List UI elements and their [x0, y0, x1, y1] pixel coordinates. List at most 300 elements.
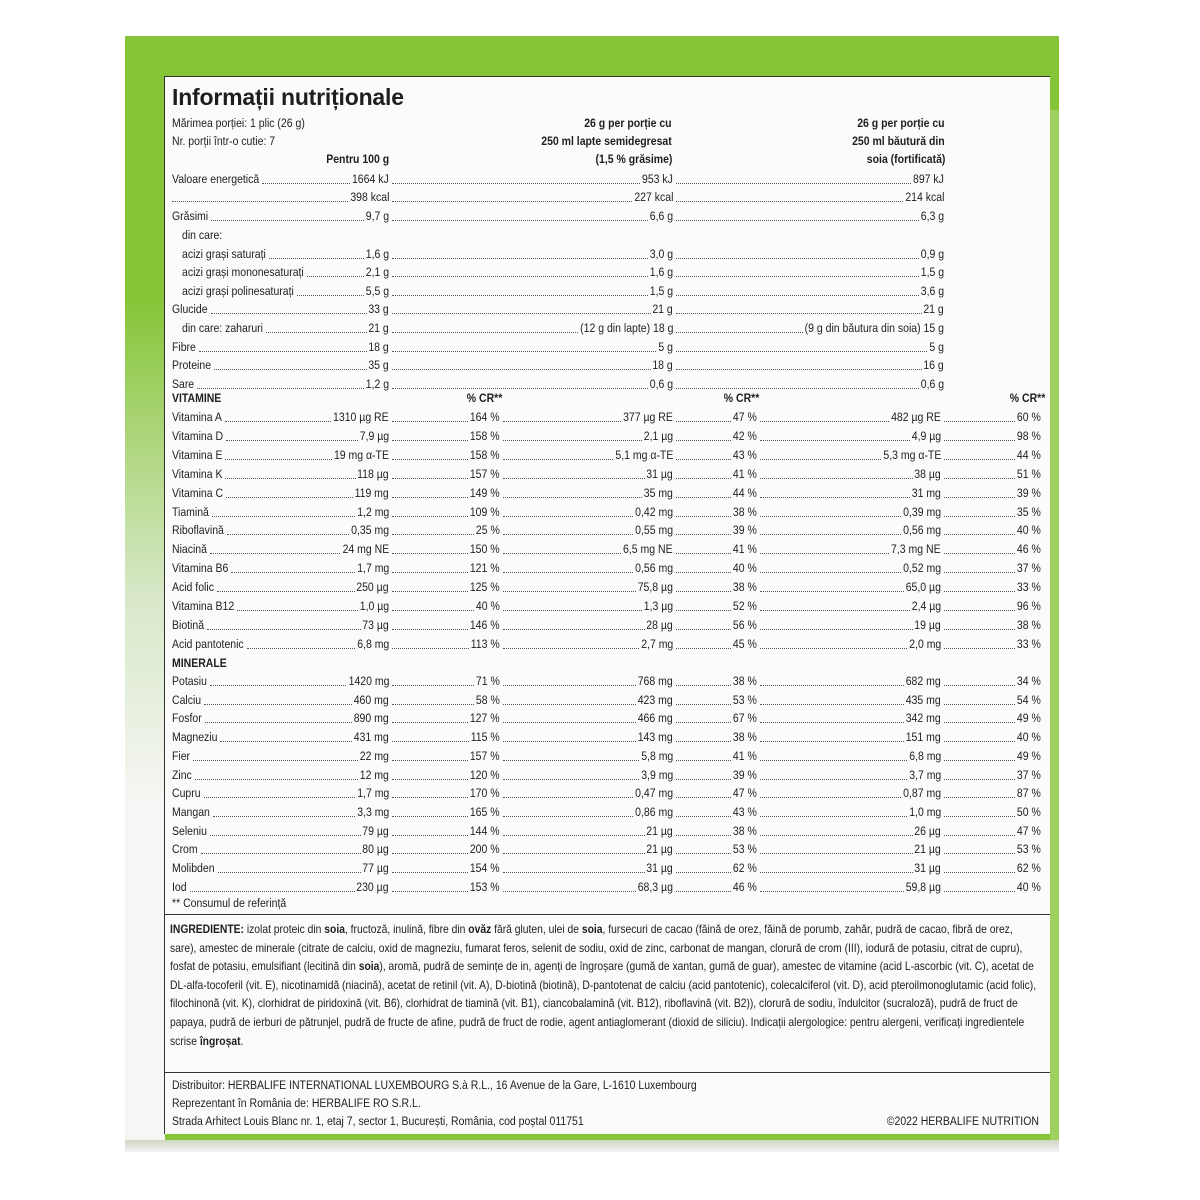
row-label: Vitamina K [172, 466, 223, 481]
leader-dots [676, 741, 731, 742]
col1-header: Pentru 100 g [326, 152, 389, 166]
vitamins-heading: VITAMINE [172, 391, 222, 405]
allergen: îngroșat [199, 1033, 241, 1048]
leader-dots [676, 369, 922, 370]
package-right-edge [1050, 110, 1059, 1140]
leader-dots [760, 797, 901, 798]
row-label: Fibre [172, 340, 196, 354]
value-per-100g: 1420 mg [348, 674, 389, 688]
cr-per-100g: 127 % [470, 711, 500, 726]
leader-dots [204, 797, 355, 798]
leader-dots [944, 610, 1015, 611]
allergen: soia [324, 922, 345, 936]
cr-per-100g: 40 % [476, 599, 500, 613]
row-label: acizi grași saturați [182, 247, 266, 261]
leader-dots [503, 685, 636, 686]
cr-soy: 33 % [1017, 636, 1041, 651]
value-soy: 7,3 mg NE [891, 542, 941, 557]
leader-dots [944, 704, 1015, 705]
value-per-100g: 118 µg [357, 466, 389, 481]
leader-dots [676, 276, 919, 277]
value-per-100g: 1664 kJ [352, 172, 389, 186]
leader-dots [392, 295, 648, 296]
value-milk: 0,56 mg [635, 561, 673, 576]
row-label: Crom [172, 842, 198, 857]
value-soy: 31 µg [914, 861, 941, 875]
leader-dots [944, 835, 1015, 836]
row-label: Magneziu [172, 730, 218, 745]
value-soy: 897 kJ [913, 172, 944, 186]
cr-soy: 98 % [1017, 428, 1041, 443]
cr-milk: 67 % [733, 711, 757, 726]
value-per-100g: 119 mg [354, 485, 389, 500]
distributor-line1: Distribuitor: HERBALIFE INTERNATIONAL LUXEMBOURG S.à R.L., 16 Avenue de la Gare, L-1610 Luxembourg [172, 1078, 697, 1092]
leader-dots [392, 351, 656, 352]
leader-dots [392, 421, 468, 422]
leader-dots [193, 760, 358, 761]
cr-per-100g: 165 % [470, 804, 500, 819]
row-label: Acid folic [172, 580, 214, 595]
leader-dots [760, 872, 913, 873]
leader-dots [392, 459, 468, 460]
package-left-fade [125, 300, 165, 1140]
leader-dots [676, 891, 731, 892]
value-milk: 143 mg [638, 730, 673, 745]
leader-dots [199, 351, 367, 352]
cr-per-100g: 150 % [470, 542, 500, 557]
cr-soy: 60 % [1017, 410, 1041, 424]
col2-header-l2: 250 ml lapte semidegresat [541, 134, 672, 148]
leader-dots [676, 295, 919, 296]
cr-milk: 47 % [733, 786, 757, 801]
cr-soy: 49 % [1017, 711, 1041, 726]
leader-dots [760, 760, 907, 761]
cr-soy: 62 % [1017, 861, 1041, 875]
value-soy: 6,3 g [920, 209, 944, 223]
leader-dots [760, 853, 913, 854]
leader-dots [392, 591, 468, 592]
cr-header-col1: % CR** [466, 391, 502, 405]
cr-per-100g: 58 % [476, 692, 500, 707]
cr-soy: 51 % [1017, 466, 1041, 481]
cr-milk: 46 % [733, 879, 757, 894]
cr-soy: 33 % [1017, 580, 1041, 595]
value-per-100g: 398 kcal [349, 190, 389, 204]
value-soy: 65,0 µg [905, 580, 941, 595]
cr-milk: 42 % [733, 428, 757, 443]
leader-dots [760, 459, 881, 460]
value-per-100g: 22 mg [359, 748, 389, 763]
leader-dots [503, 853, 645, 854]
row-label: Biotină [172, 617, 205, 632]
serving-count: Nr. porții într-o cutie: 7 [172, 134, 276, 148]
leader-dots [503, 497, 642, 498]
cr-soy: 87 % [1017, 786, 1041, 801]
ingredients-segment: izolat proteic din [243, 922, 325, 936]
leader-dots [503, 797, 633, 798]
cr-per-100g: 153 % [470, 879, 500, 894]
leader-dots [213, 816, 355, 817]
value-milk: 3,9 mg [640, 767, 673, 782]
leader-dots [760, 779, 907, 780]
leader-dots [210, 835, 361, 836]
leader-dots [676, 779, 731, 780]
leader-dots [676, 258, 919, 259]
cr-milk: 39 % [733, 767, 757, 782]
cr-milk: 41 % [733, 748, 757, 763]
value-soy: 3,6 g [920, 284, 944, 298]
leader-dots [760, 553, 889, 554]
leader-dots [237, 610, 357, 611]
cr-soy: 39 % [1017, 485, 1041, 500]
leader-dots [392, 704, 474, 705]
leader-dots [760, 816, 907, 817]
cr-per-100g: 121 % [470, 561, 500, 576]
leader-dots [207, 629, 361, 630]
leader-dots [676, 313, 922, 314]
cr-per-100g: 25 % [476, 523, 500, 538]
leader-dots [247, 648, 355, 649]
row-label: Vitamina A [172, 410, 222, 424]
row-label: acizi grași mononesaturați [182, 265, 304, 279]
leader-dots [676, 872, 731, 873]
cr-milk: 39 % [733, 523, 757, 538]
cr-milk: 43 % [733, 447, 757, 462]
value-milk: 423 mg [638, 692, 673, 707]
value-soy: 4,9 µg [911, 428, 941, 443]
value-milk: 75,8 µg [637, 580, 673, 595]
cr-soy: 50 % [1017, 804, 1041, 819]
leader-dots [676, 648, 731, 649]
leader-dots [944, 853, 1015, 854]
leader-dots [676, 853, 731, 854]
row-label: Potasiu [172, 674, 207, 688]
leader-dots [503, 516, 633, 517]
value-soy: 435 mg [906, 692, 941, 707]
cr-soy: 47 % [1017, 823, 1041, 838]
ingredients-segment: ), aromă, pudră de semințe de in, agenți de îngroșare (gumă de xantan, gumă de guar), amestec de vitamine (acid L-ascorbic (vit. C), acetat de DL-alfa-tocoferil (vit. E), nicotinamidă (niacină), acetat de retinil (vit. A), D-biotină (biotină), D-pantotenat de calciu (acid pantotenic), colecalciferol (vit. D), acid pteroilmonoglutamic (acid folic), filochinonă (vit. K), clorhidrat de piridoxină (vit. B6), clorhidrat de tiamină (vit. B1), ciancobalamină (vit. B12), riboflavină (vit. B2)), clorură de sodiu, îndulcitor (sucraloză), pudră de fruct de papaya, pudră de ierburi de pătrunjel, pudră de fructe de afine, pudră de fruct de rodie, agent antiaglomerant (dioxid de siliciu). Indicații alergologice: pentru alergeni, verificați ingredientele scrise [170, 959, 1037, 1048]
value-per-100g: 250 µg [356, 580, 389, 595]
leader-dots [392, 220, 648, 221]
ingredients-segment: fără gluten, ulei de [491, 922, 582, 936]
leader-dots [503, 760, 639, 761]
value-soy: 482 µg RE [891, 410, 941, 424]
minerals-heading: MINERALE [172, 656, 227, 670]
leader-dots [231, 572, 355, 573]
col2-header-l1: 26 g per porție cu [584, 116, 672, 130]
value-milk: 68,3 µg [637, 879, 673, 894]
row-label: Tiamină [172, 504, 209, 519]
value-milk: 21 g [652, 302, 673, 316]
row-label: Glucide [172, 302, 208, 316]
value-per-100g: 79 µg [362, 823, 389, 838]
value-per-100g: 18 g [368, 340, 389, 354]
cr-milk: 43 % [733, 804, 757, 819]
row-label: Sare [172, 377, 195, 391]
leader-dots [503, 816, 633, 817]
leader-dots [269, 258, 364, 259]
leader-dots [944, 722, 1015, 723]
copyright: ©2022 HERBALIFE NUTRITION [886, 1114, 1039, 1128]
leader-dots [676, 183, 911, 184]
value-milk: 1,5 g [649, 284, 673, 298]
cr-soy: 44 % [1017, 447, 1041, 462]
value-milk: 28 µg [646, 617, 673, 632]
leader-dots [503, 835, 645, 836]
leader-dots [760, 516, 901, 517]
leader-dots [392, 835, 468, 836]
value-milk: 227 kcal [633, 190, 673, 204]
cr-per-100g: 115 % [471, 730, 500, 745]
leader-dots [226, 440, 358, 441]
row-label: Grăsimi [172, 209, 209, 223]
value-soy: 6,8 mg [908, 748, 941, 763]
ingredients-segment: . [240, 1033, 244, 1048]
value-soy: 214 kcal [904, 190, 944, 204]
value-per-100g: 6,8 mg [356, 636, 389, 651]
value-soy: 2,0 mg [908, 636, 941, 651]
value-milk: 6,6 g [649, 209, 673, 223]
leader-dots [676, 201, 903, 202]
leader-dots [392, 183, 640, 184]
value-soy: 0,52 mg [903, 561, 941, 576]
leader-dots [225, 459, 332, 460]
leader-dots [676, 760, 731, 761]
leader-dots [676, 797, 731, 798]
value-soy: 38 µg [914, 466, 941, 481]
cr-soy: 96 % [1017, 599, 1041, 613]
leader-dots [225, 421, 331, 422]
value-per-100g: 21 g [368, 321, 389, 335]
leader-dots [392, 276, 648, 277]
leader-dots [212, 516, 355, 517]
value-milk: 2,7 mg [640, 636, 673, 651]
row-label: Niacină [172, 542, 207, 557]
leader-dots [503, 741, 636, 742]
leader-dots [760, 440, 910, 441]
value-milk: 21 µg [646, 842, 673, 857]
leader-dots [944, 534, 1015, 535]
value-per-100g: 0,35 mg [351, 523, 389, 538]
leader-dots [760, 497, 910, 498]
value-per-100g: 1,2 mg [356, 504, 389, 519]
leader-dots [392, 797, 468, 798]
leader-dots [503, 440, 642, 441]
ingredients-block [170, 920, 1038, 1050]
leader-dots [944, 572, 1015, 573]
value-milk: 2,1 µg [643, 428, 673, 443]
cr-per-100g: 164 % [470, 410, 500, 424]
value-milk: 0,42 mg [635, 504, 673, 519]
leader-dots [392, 610, 474, 611]
leader-dots [676, 610, 731, 611]
leader-dots [676, 440, 731, 441]
value-milk: 18 g [652, 358, 673, 372]
cr-milk: 53 % [733, 692, 757, 707]
leader-dots [392, 313, 651, 314]
ingredients-segment: , fructoză, inulină, fibre din [344, 922, 469, 936]
value-soy: 3,7 mg [908, 767, 941, 782]
leader-dots [392, 722, 468, 723]
row-label: Cupru [172, 786, 201, 801]
row-label: Vitamina B12 [172, 599, 235, 613]
leader-dots [676, 388, 919, 389]
leader-dots [307, 276, 364, 277]
leader-dots [204, 704, 352, 705]
cr-soy: 54 % [1017, 692, 1041, 707]
cr-soy: 53 % [1017, 842, 1041, 857]
leader-dots [676, 332, 803, 333]
value-per-100g: 7,9 µg [359, 428, 389, 443]
value-milk: 1,3 µg [643, 599, 673, 613]
leader-dots [503, 591, 636, 592]
leader-dots [944, 497, 1015, 498]
value-per-100g: 24 mg NE [342, 542, 389, 557]
leader-dots [503, 421, 621, 422]
value-milk: 3,0 g [649, 247, 673, 261]
value-per-100g: 80 µg [362, 842, 389, 857]
value-milk: 6,5 mg NE [623, 542, 673, 557]
value-per-100g: 1,6 g [365, 247, 389, 261]
leader-dots [760, 704, 904, 705]
leader-dots [760, 421, 889, 422]
cr-milk: 53 % [733, 842, 757, 857]
value-per-100g: 431 mg [354, 730, 389, 745]
leader-dots [172, 201, 348, 202]
leader-dots [760, 591, 904, 592]
distributor-line3: Strada Arhitect Louis Blanc nr. 1, etaj 7, sector 1, București, România, cod poștal 011751 [172, 1114, 584, 1128]
value-per-100g: 77 µg [362, 861, 389, 875]
leader-dots [503, 478, 645, 479]
leader-dots [190, 891, 355, 892]
leader-dots [676, 816, 731, 817]
leader-dots [676, 572, 731, 573]
value-per-100g: 12 mg [359, 767, 389, 782]
cr-milk: 41 % [733, 542, 757, 557]
leader-dots [676, 478, 731, 479]
row-label: acizi grași polinesaturați [182, 284, 294, 298]
leader-dots [676, 591, 731, 592]
leader-dots [392, 497, 468, 498]
leader-dots [760, 685, 904, 686]
leader-dots [676, 835, 731, 836]
cr-soy: 38 % [1017, 617, 1041, 632]
leader-dots [944, 872, 1015, 873]
allergen: ovăz [468, 922, 492, 936]
leader-dots [392, 816, 468, 817]
cr-milk: 38 % [733, 580, 757, 595]
leader-dots [392, 572, 468, 573]
leader-dots [676, 220, 919, 221]
leader-dots [944, 478, 1015, 479]
leader-dots [195, 779, 358, 780]
leader-dots [217, 591, 355, 592]
leader-dots [392, 741, 469, 742]
value-soy: 0,56 mg [903, 523, 941, 538]
cr-milk: 62 % [733, 861, 757, 875]
cr-per-100g: 146 % [470, 617, 500, 632]
cr-per-100g: 113 % [471, 636, 500, 651]
value-per-100g: 33 g [368, 302, 389, 316]
leader-dots [503, 872, 645, 873]
value-soy: 1,0 mg [908, 804, 941, 819]
leader-dots [944, 891, 1015, 892]
cr-per-100g: 154 % [470, 861, 500, 875]
value-soy: 151 mg [906, 730, 941, 745]
value-milk: 0,6 g [649, 377, 673, 391]
leader-dots [503, 610, 642, 611]
value-soy: 0,6 g [920, 377, 944, 391]
value-milk: 31 µg [646, 466, 673, 481]
row-label: Molibden [172, 861, 215, 875]
leader-dots [944, 741, 1015, 742]
col3-header-l1: 26 g per porție cu [857, 116, 945, 130]
value-soy: 21 µg [914, 842, 941, 857]
value-milk: 0,55 mg [635, 523, 673, 538]
leader-dots [760, 478, 913, 479]
cr-header-col2: % CR** [723, 391, 759, 405]
value-soy: 26 µg [914, 823, 941, 838]
leader-dots [392, 534, 474, 535]
value-milk: 0,86 mg [635, 804, 673, 819]
leader-dots [392, 760, 468, 761]
value-per-100g: 890 mg [354, 711, 389, 726]
cr-milk: 38 % [733, 730, 757, 745]
row-label: Proteine [172, 358, 212, 372]
serving-size: Mărimea porției: 1 plic (26 g) [172, 116, 305, 130]
value-soy: 0,39 mg [903, 504, 941, 519]
cr-per-100g: 158 % [470, 447, 500, 462]
leader-dots [676, 351, 927, 352]
cr-milk: 38 % [733, 504, 757, 519]
leader-dots [392, 853, 468, 854]
row-label: Iod [172, 879, 187, 894]
package-shadow [125, 1140, 1059, 1152]
leader-dots [214, 369, 367, 370]
ingredients-segment: , fursecuri de cacao (făină de orez, făină de porumb, zahăr, pudră de cacao, fibră de orez, sare), amestec de minerale (citrate de calciu, oxid de magneziu, fumarat feros, selenit de sodiu, oxid de zinc, carbonat de mangan, clorură de crom (III), iodură de potasiu, citrat de cupru), fosfat de potasiu, emulsifiant (lecitină din [170, 922, 1023, 974]
value-soy: 21 g [923, 302, 944, 316]
leader-dots [503, 722, 636, 723]
leader-dots [210, 553, 340, 554]
leader-dots [676, 421, 731, 422]
leader-dots [676, 553, 731, 554]
leader-dots [944, 685, 1015, 686]
leader-dots [503, 534, 633, 535]
leader-dots [944, 459, 1015, 460]
cr-milk: 47 % [733, 410, 757, 424]
leader-dots [944, 629, 1015, 630]
cr-soy: 34 % [1017, 674, 1041, 688]
leader-dots [944, 760, 1015, 761]
cr-soy: 40 % [1017, 523, 1041, 538]
value-milk: 5,8 mg [640, 748, 673, 763]
value-per-100g: 3,3 mg [356, 804, 389, 819]
cr-soy: 37 % [1017, 561, 1041, 576]
col3-header-l2: 250 ml băutură din [852, 134, 945, 148]
leader-dots [392, 201, 632, 202]
leader-dots [760, 835, 913, 836]
value-soy: 16 g [923, 358, 944, 372]
leader-dots [760, 648, 907, 649]
value-per-100g: 1,2 g [365, 377, 389, 391]
value-milk: 466 mg [638, 711, 673, 726]
value-soy: 342 mg [906, 711, 941, 726]
divider-ingredients [164, 914, 1050, 915]
leader-dots [226, 497, 353, 498]
leader-dots [503, 459, 613, 460]
value-milk: 1,6 g [649, 265, 673, 279]
row-label: Vitamina D [172, 428, 224, 443]
